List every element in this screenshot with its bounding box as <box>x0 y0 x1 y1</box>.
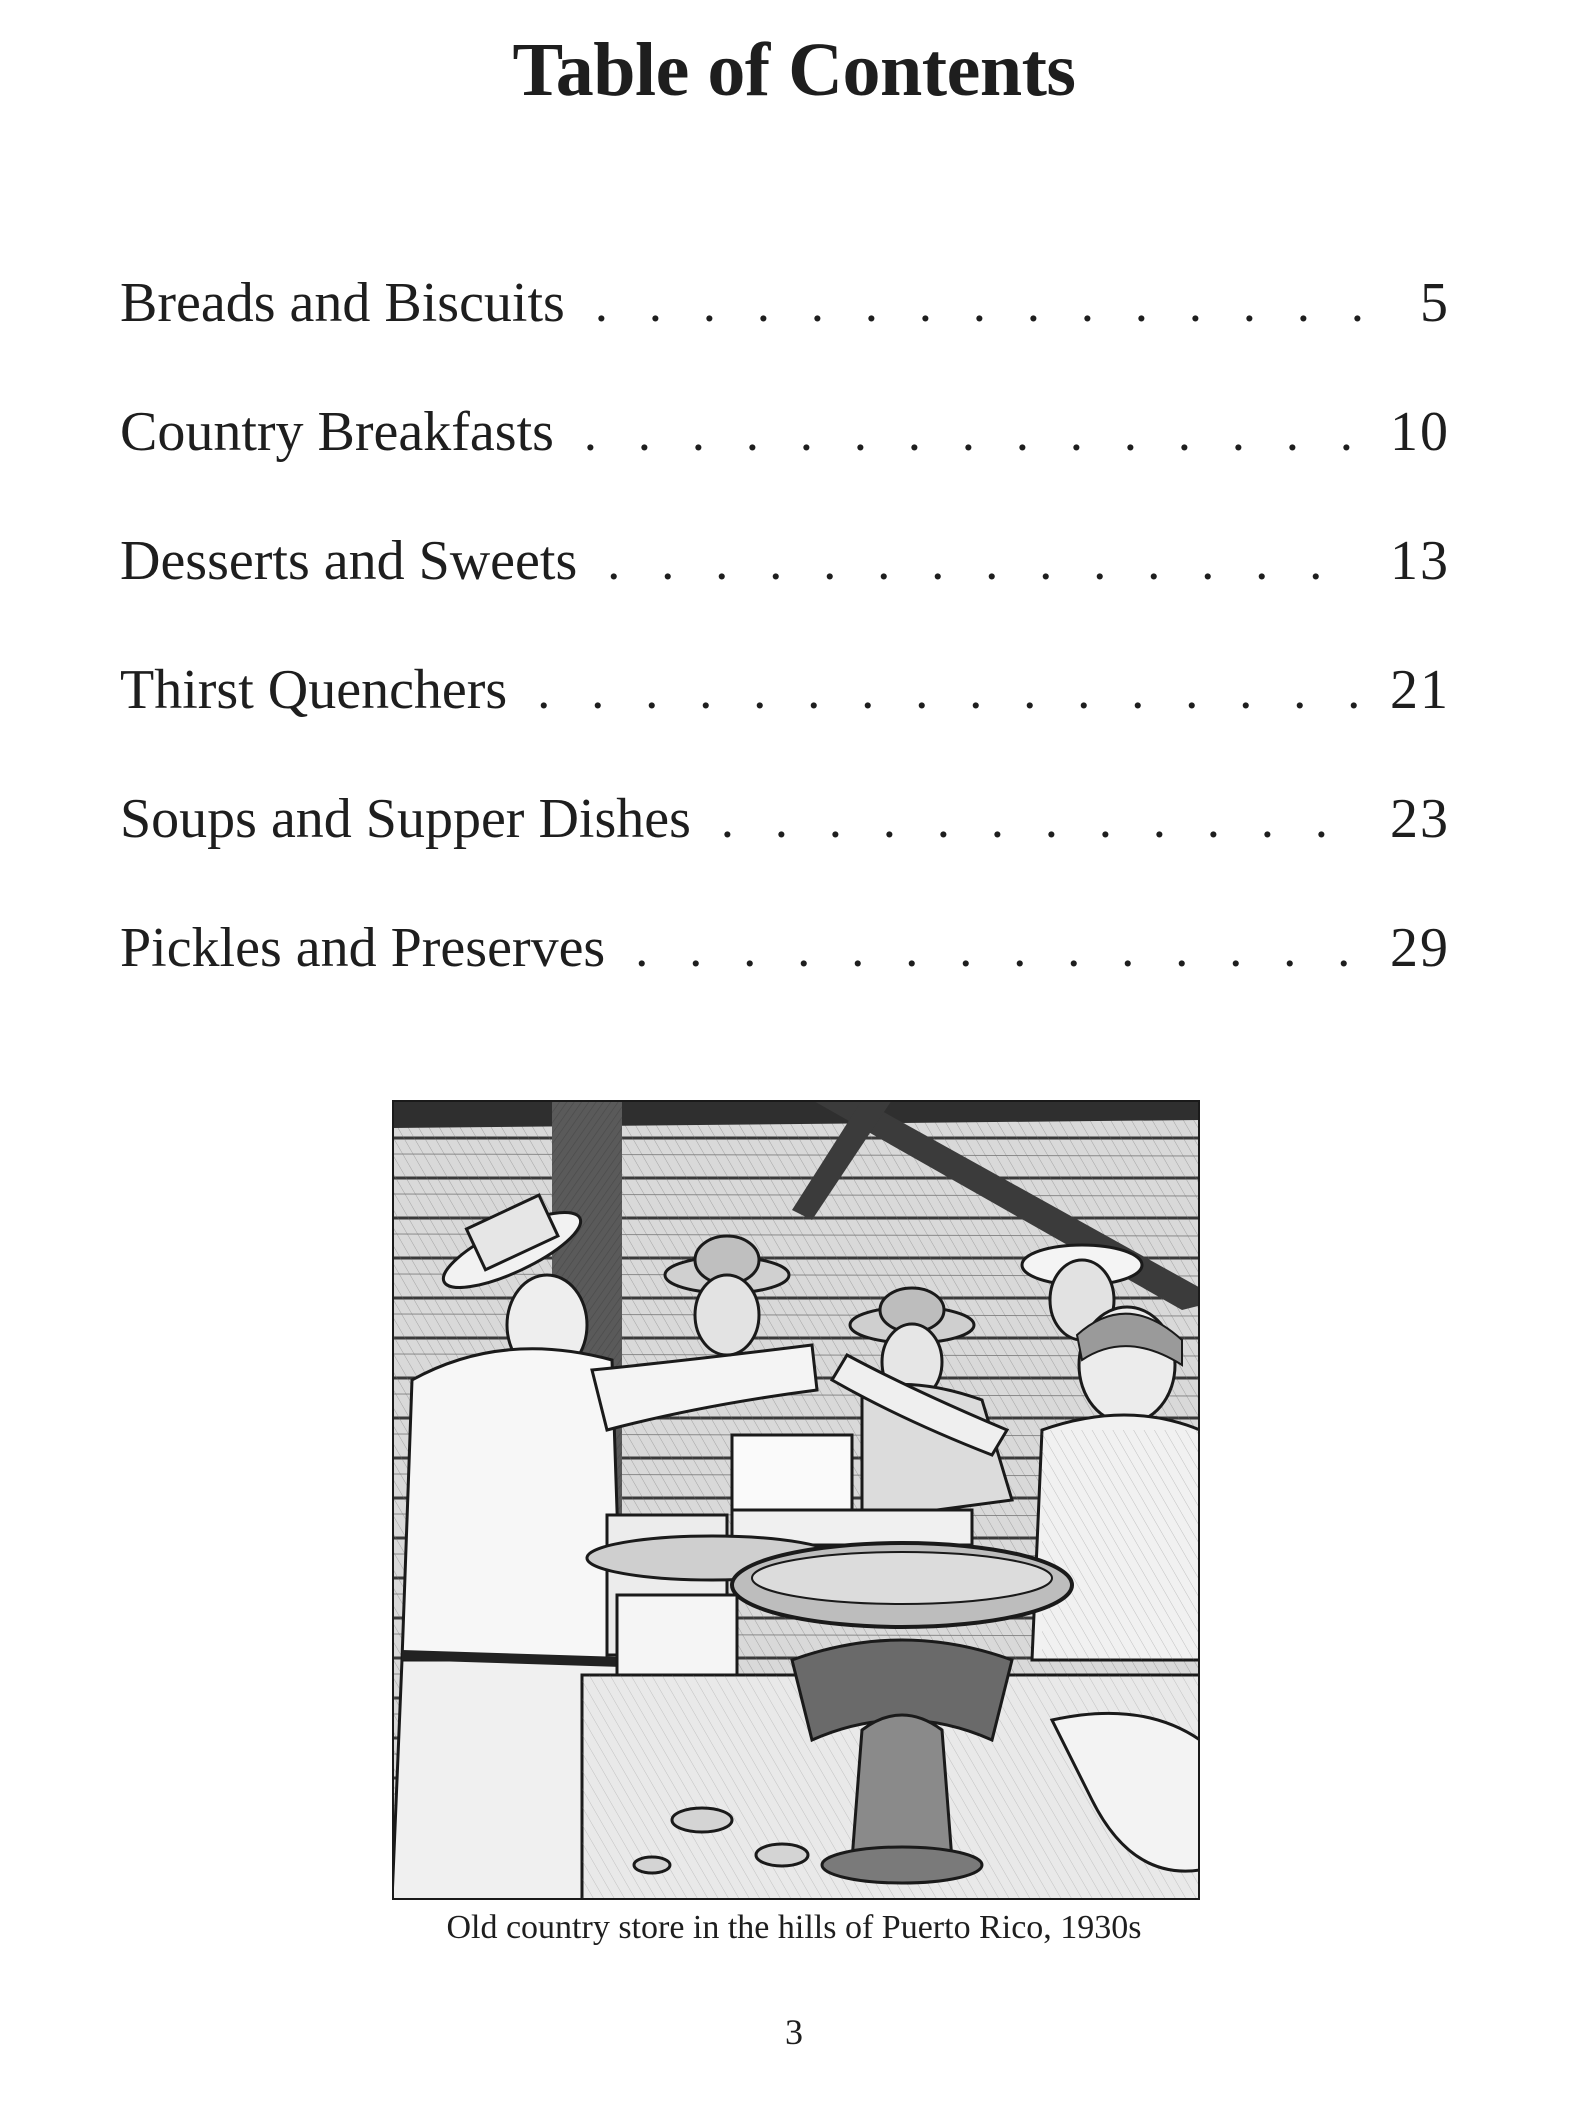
dot-leader <box>635 905 1362 995</box>
sketch-photo-icon <box>392 1100 1200 1900</box>
country-store-illustration <box>392 1100 1200 1900</box>
dot-leader <box>595 260 1382 350</box>
toc-entry-page-number: 29 <box>1390 917 1450 979</box>
page-number: 3 <box>785 2012 803 2052</box>
toc-entry-thirst-quenchers[interactable] <box>120 645 1450 774</box>
page-title: Table of Contents <box>512 28 1076 112</box>
toc-entry-title: Pickles and Preserves <box>120 917 606 979</box>
toc-entry-title: Country Breakfasts <box>120 401 554 463</box>
toc-entry-pickles-and-preserves[interactable] <box>120 903 1450 1032</box>
toc-entry-page-number: 23 <box>1390 788 1450 850</box>
toc-entry-page-number: 21 <box>1390 659 1450 721</box>
toc-entry-page-number: 13 <box>1390 530 1450 592</box>
toc-entry-title: Thirst Quenchers <box>120 659 508 721</box>
toc-entry-breads-and-biscuits[interactable] <box>120 258 1450 387</box>
table-of-contents <box>120 258 1450 1032</box>
dot-leader <box>537 647 1362 737</box>
dot-leader <box>584 389 1362 479</box>
toc-entry-title: Breads and Biscuits <box>120 272 565 334</box>
toc-entry-page-number: 10 <box>1390 401 1450 463</box>
toc-entry-title: Soups and Supper Dishes <box>120 788 691 850</box>
dot-leader <box>721 776 1362 866</box>
dot-leader <box>607 518 1362 608</box>
toc-entry-soups-and-supper-dishes[interactable] <box>120 774 1450 903</box>
toc-entry-desserts-and-sweets[interactable] <box>120 516 1450 645</box>
toc-entry-country-breakfasts[interactable] <box>120 387 1450 516</box>
toc-entry-title: Desserts and Sweets <box>120 530 578 592</box>
toc-entry-page-number: 5 <box>1420 272 1450 334</box>
figure-caption: Old country store in the hills of Puerto Rico, 1930s <box>446 1909 1142 1946</box>
